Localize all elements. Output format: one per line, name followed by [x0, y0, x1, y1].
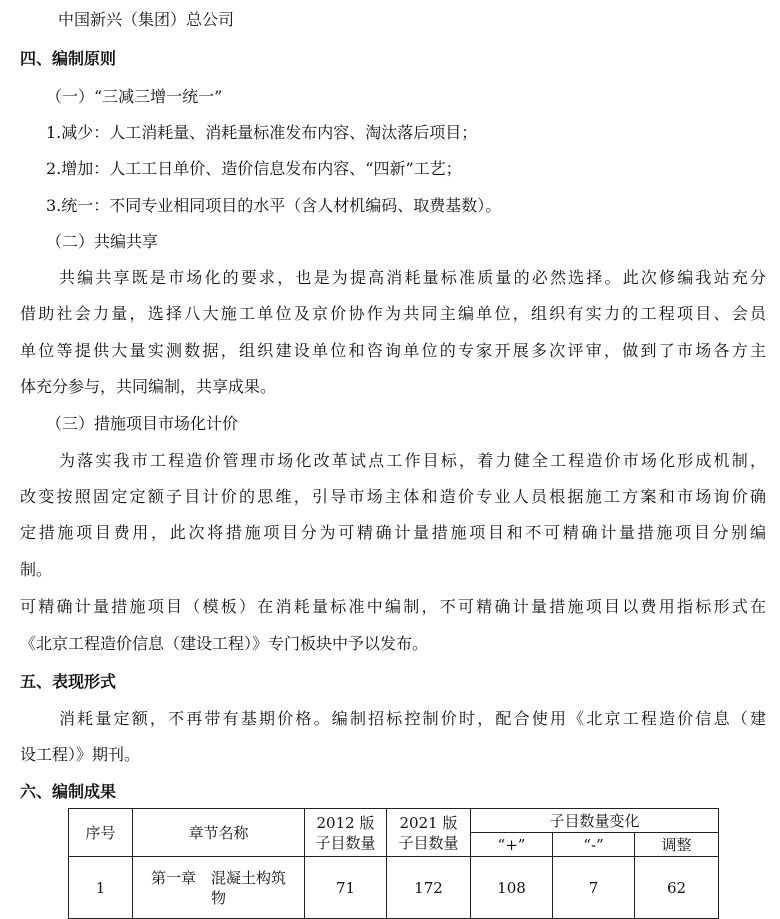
- header-seq: 序号: [69, 809, 133, 857]
- header-change: 子目数量变化: [471, 809, 719, 833]
- cell-seq: 1: [69, 857, 133, 919]
- cell-minus: 7: [553, 857, 635, 919]
- section-6-heading: 六、编制成果: [20, 782, 117, 801]
- section-4-heading: 四、编制原则: [20, 49, 117, 68]
- paragraph-line: 改变按照固定定额子目计价的思维，引导市场主体和造价专业人员根据施工方案和市场询价确: [20, 487, 766, 506]
- header-adjust: 调整: [635, 833, 719, 857]
- cell-chapter-line-1: 第一章 混凝土构筑: [150, 868, 286, 887]
- header-2021-count: 子目数量: [398, 833, 459, 852]
- cell-plus: 108: [471, 857, 553, 919]
- table-row: [69, 857, 719, 919]
- paragraph-line: 体充分参与，共同编制，共享成果。: [20, 377, 277, 396]
- paragraph-line: 单位等提供大量实测数据，组织建设单位和咨询单位的专家开展多次评审，做到了市场各方主: [20, 341, 766, 360]
- cell-chapter: [133, 857, 305, 919]
- principle-item-2: 2.增加：人工工日单价、造价信息发布内容、“四新”工艺；: [46, 159, 462, 178]
- paragraph-line: 为落实我市工程造价管理市场化改革试点工作目标，着力健全工程造价市场化形成机制，: [59, 451, 766, 470]
- header-chapter: 章节名称: [133, 809, 305, 857]
- subsection-3-heading: （三）措施项目市场化计价: [46, 414, 239, 433]
- paragraph-line: 借助社会力量，选择八大施工单位及京价协作为共同主编单位，组织有实力的工程项目、会员: [20, 304, 766, 323]
- header-2021: [387, 809, 471, 857]
- header-2021-version: 2021 版: [399, 813, 458, 832]
- paragraph-line: 可精确计量措施项目（模板）在消耗量标准中编制，不可精确计量措施项目以费用指标形式在: [20, 597, 766, 616]
- header-minus: “-”: [553, 833, 635, 857]
- header-2012-count: 子目数量: [315, 833, 376, 852]
- paragraph-line: 消耗量定额，不再带有基期价格。编制招标控制价时，配合使用《北京工程造价信息（建: [59, 709, 766, 728]
- paragraph-line: 定措施项目费用，此次将措施项目分为可精确计量措施项目和不可精确计量措施项目分别编: [20, 523, 766, 542]
- section-5-heading: 五、表现形式: [20, 672, 117, 691]
- principle-item-3: 3.统一：不同专业相同项目的水平（含人材机编码、取费基数）。: [46, 196, 502, 215]
- header-plus: “+”: [471, 833, 553, 857]
- subsection-2-heading: （二）共编共享: [46, 232, 159, 251]
- paragraph-line: 设工程）》期刊。: [20, 745, 141, 764]
- header-2012-version: 2012 版: [316, 813, 375, 832]
- cell-adjust: 62: [635, 857, 719, 919]
- principle-item-1: 1.减少：人工消耗量、消耗量标准发布内容、淘汰落后项目；: [46, 123, 478, 142]
- cell-2021: 172: [387, 857, 471, 919]
- cell-chapter-line-2: 物: [210, 888, 226, 907]
- org-name: 中国新兴（集团）总公司: [58, 10, 235, 29]
- header-2012: [305, 809, 387, 857]
- subsection-1-heading: （一）“三减三增一统一”: [46, 87, 223, 106]
- results-table: [68, 808, 719, 919]
- cell-2012: 71: [305, 857, 387, 919]
- paragraph-line: 《北京工程造价信息（建设工程）》专门板块中予以发布。: [20, 634, 429, 653]
- paragraph-line: 制。: [20, 560, 53, 579]
- paragraph-line: 共编共享既是市场化的要求，也是为提高消耗量标准质量的必然选择。此次修编我站充分: [59, 268, 766, 287]
